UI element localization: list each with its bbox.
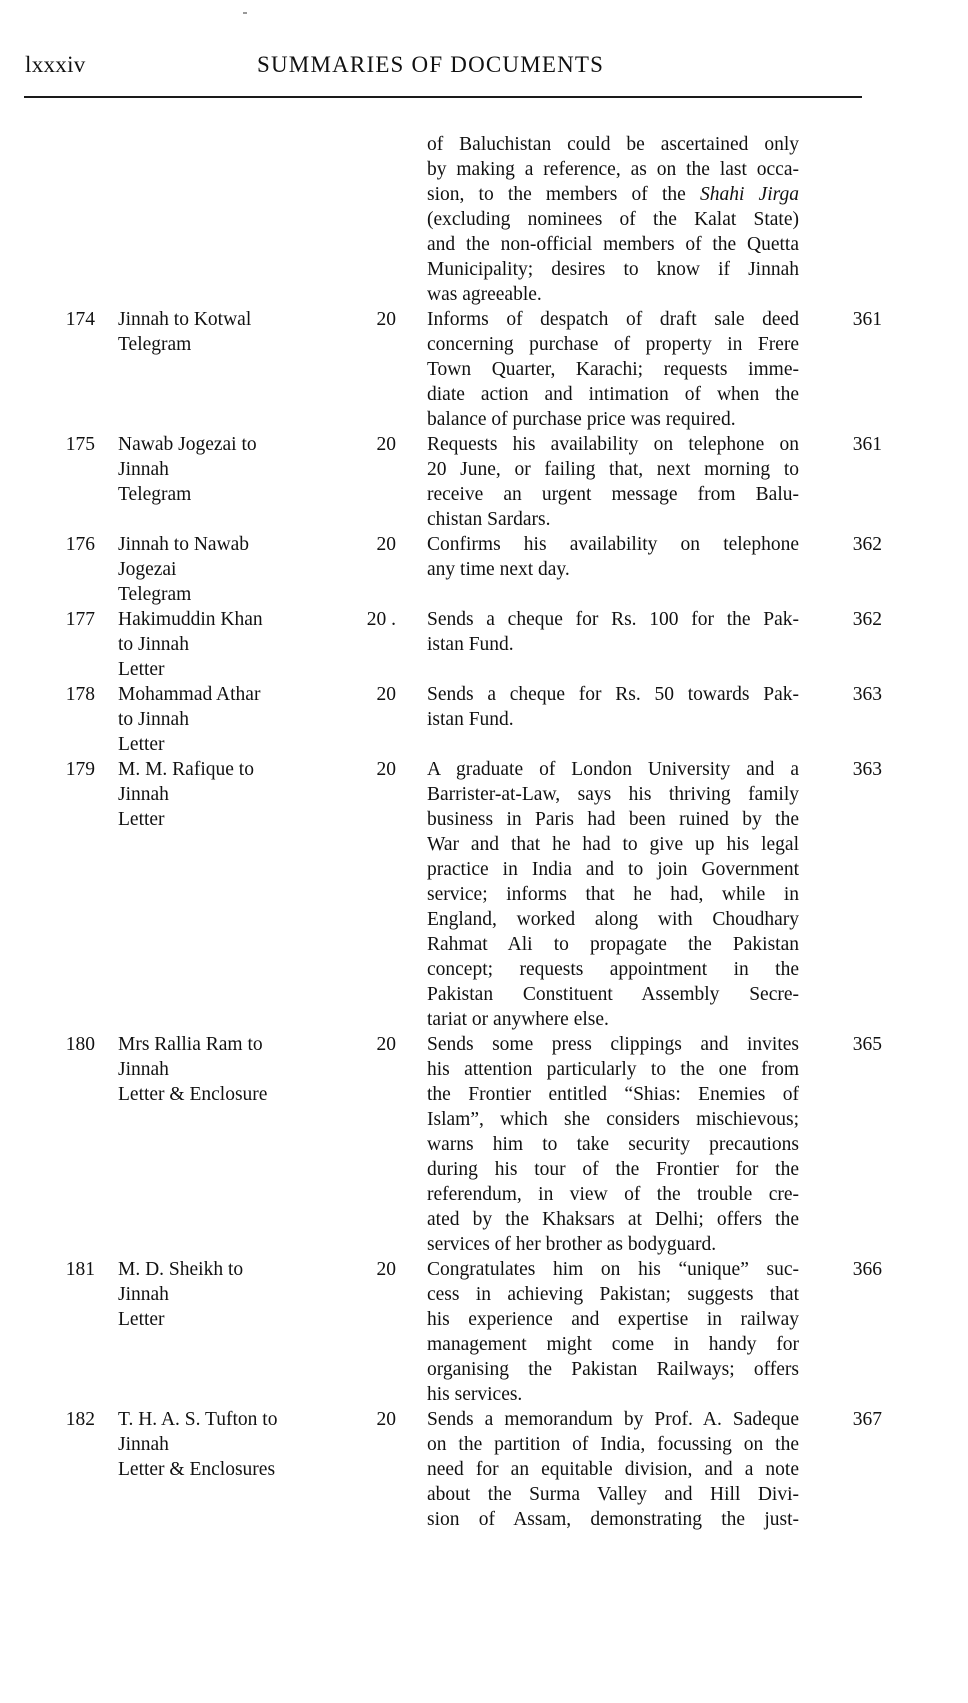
correspondent-line: to Jinnah	[118, 709, 189, 730]
summary-line: about the Surma Valley and Hill Divi-	[427, 1484, 799, 1505]
summary-line: warns him to take security precautions	[427, 1134, 799, 1155]
summary-line: by making a reference, as on the last occa-	[427, 159, 799, 180]
correspondent-line: T. H. A. S. Tufton to	[118, 1409, 278, 1430]
summary-line: Rahmat Ali to propagate the Pakistan	[427, 934, 799, 955]
entry-number: 174	[65, 309, 95, 330]
summary-line: diate action and intimation of when the	[427, 384, 799, 405]
summary-line: Informs of despatch of draft sale deed	[427, 309, 799, 330]
header-rule	[24, 96, 862, 98]
entry-number: 177	[65, 609, 95, 630]
entry-page-number: 362	[852, 609, 882, 630]
document-type: Letter	[118, 734, 165, 755]
entry-correspondents	[95, 757, 350, 1032]
entry-correspondents	[95, 1032, 350, 1257]
entry-correspondents	[95, 682, 350, 757]
page-folio: lxxxiv	[25, 52, 86, 77]
summary-line: business in Paris had been ruined by the	[427, 809, 799, 830]
entry-summary	[427, 307, 799, 432]
document-entry	[0, 757, 968, 1032]
entry-correspondents	[95, 432, 350, 532]
entry-summary	[427, 532, 799, 607]
summary-line: Sends a cheque for Rs. 100 for the Pak-	[427, 609, 799, 630]
entry-number: 180	[65, 1034, 95, 1055]
summary-line: need for an equitable division, and a note	[427, 1459, 799, 1480]
summary-line: Sends a memorandum by Prof. A. Sadeque	[427, 1409, 799, 1430]
summary-line: Barrister-at-Law, says his thriving family	[427, 784, 799, 805]
correspondent-line: Jinnah to Kotwal	[118, 309, 252, 330]
summary-line: istan Fund.	[427, 634, 514, 655]
summary-line: Town Quarter, Karachi; requests imme-	[427, 359, 799, 380]
summaries-table	[0, 132, 968, 1532]
document-entry	[0, 1032, 968, 1257]
correspondent-line: Jogezai	[118, 559, 177, 580]
summary-line: (excluding nominees of the Kalat State)	[427, 209, 799, 230]
summary-line: organising the Pakistan Railways; offers	[427, 1359, 799, 1380]
document-entry	[0, 607, 968, 682]
entry-date: 20 .	[366, 609, 396, 630]
correspondent-line: Mrs Rallia Ram to	[118, 1034, 263, 1055]
entry-correspondents	[95, 307, 350, 432]
correspondent-line: M. M. Rafique to	[118, 759, 254, 780]
summary-line: England, worked along with Choudhary	[427, 909, 799, 930]
entry-page-number: 363	[852, 759, 882, 780]
summary-line: istan Fund.	[427, 709, 514, 730]
entry-date: 20	[376, 1259, 396, 1280]
entry-page-number: 365	[852, 1034, 882, 1055]
entry-date: 20	[376, 759, 396, 780]
entry-correspondents	[95, 1407, 350, 1532]
summary-line: Sends a cheque for Rs. 50 towards Pak-	[427, 684, 799, 705]
document-entry	[0, 682, 968, 757]
entry-page-number: 367	[852, 1409, 882, 1430]
summary-line: concept; requests appointment in the	[427, 959, 799, 980]
entry-date: 20	[376, 1034, 396, 1055]
summary-line: tariat or anywhere else.	[427, 1009, 609, 1030]
correspondent-line: Jinnah	[118, 459, 169, 480]
document-type: Letter	[118, 1309, 165, 1330]
entry-summary	[427, 757, 799, 1032]
document-type: Letter	[118, 809, 165, 830]
entry-date: 20	[376, 684, 396, 705]
document-entry	[0, 1407, 968, 1532]
entry-date: 20	[376, 309, 396, 330]
summary-line: of Baluchistan could be ascertained only	[427, 134, 799, 155]
entry-summary	[427, 1257, 799, 1407]
document-entry	[0, 1257, 968, 1407]
document-type: Letter	[118, 659, 165, 680]
correspondent-line: Jinnah	[118, 1434, 169, 1455]
summary-line: sion, to the members of the Shahi Jirga	[427, 184, 799, 205]
entry-correspondents	[95, 607, 350, 682]
document-type: Telegram	[118, 484, 192, 505]
summary-line: referendum, in view of the trouble cre-	[427, 1184, 799, 1205]
summary-line: Congratulates him on his “unique” suc-	[427, 1259, 799, 1280]
summary-line: his services.	[427, 1384, 523, 1405]
entry-page-number: 362	[852, 534, 882, 555]
summary-line: services of her brother as bodyguard.	[427, 1234, 717, 1255]
entry-number: 181	[65, 1259, 95, 1280]
summary-line: Sends some press clippings and invites	[427, 1034, 799, 1055]
summary-line: on the partition of India, focussing on the	[427, 1434, 799, 1455]
summary-line: cess in achieving Pakistan; suggests that	[427, 1284, 799, 1305]
summary-line: Requests his availability on telephone on	[427, 434, 799, 455]
entry-summary	[427, 432, 799, 532]
summary-line: his attention particularly to the one from	[427, 1059, 799, 1080]
summary-line: A graduate of London University and a	[427, 759, 799, 780]
summary-line: concerning purchase of property in Frere	[427, 334, 799, 355]
entry-number: 178	[65, 684, 95, 705]
entry-number: 176	[65, 534, 95, 555]
entry-summary	[427, 607, 799, 682]
correspondent-line: Jinnah to Nawab	[118, 534, 250, 555]
summary-line: his experience and expertise in railway	[427, 1309, 799, 1330]
summary-line: balance of purchase price was required.	[427, 409, 736, 430]
document-entry	[0, 432, 968, 532]
correspondent-line: to Jinnah	[118, 634, 189, 655]
continuation-entry	[0, 132, 968, 307]
document-type: Letter & Enclosures	[118, 1459, 276, 1480]
correspondent-line: Jinnah	[118, 784, 169, 805]
summary-line: chistan Sardars.	[427, 509, 551, 530]
summary-line: practice in India and to join Government	[427, 859, 799, 880]
summary-line: Pakistan Constituent Assembly Secre-	[427, 984, 799, 1005]
summary-line: any time next day.	[427, 559, 570, 580]
entry-number: 179	[65, 759, 95, 780]
document-type: Telegram	[118, 334, 192, 355]
correspondent-line: Mohammad Athar	[118, 684, 261, 705]
summary-line: Confirms his availability on telephone	[427, 534, 799, 555]
document-entry	[0, 307, 968, 432]
entry-date: 20	[376, 534, 396, 555]
summary-line: Municipality; desires to know if Jinnah	[427, 259, 799, 280]
summary-line: service; informs that he had, while in	[427, 884, 799, 905]
entry-correspondents	[95, 1257, 350, 1407]
summary-line: was agreeable.	[427, 284, 542, 305]
correspondent-line: Jinnah	[118, 1284, 169, 1305]
entry-number: 175	[65, 434, 95, 455]
document-type: Telegram	[118, 584, 192, 605]
entry-summary	[427, 1032, 799, 1257]
summary-line: management might come in handy for	[427, 1334, 799, 1355]
summary-line: Islam”, which she considers mischievous;	[427, 1109, 799, 1130]
correspondent-line: Nawab Jogezai to	[118, 434, 257, 455]
entry-number: 182	[65, 1409, 95, 1430]
entry-page-number: 366	[852, 1259, 882, 1280]
document-entry	[0, 532, 968, 607]
running-title: SUMMARIES OF DOCUMENTS	[257, 52, 605, 77]
summary-line: during his tour of the Frontier for the	[427, 1159, 799, 1180]
correspondent-line: M. D. Sheikh to	[118, 1259, 244, 1280]
entry-page-number: 361	[852, 434, 882, 455]
summary-line: 20 June, or failing that, next morning to	[427, 459, 799, 480]
summary-line: sion of Assam, demonstrating the just-	[427, 1509, 799, 1530]
entry-date: 20	[376, 434, 396, 455]
entry-page-number: 361	[852, 309, 882, 330]
entry-summary	[427, 682, 799, 757]
entry-summary	[427, 1407, 799, 1532]
correspondent-line: Hakimuddin Khan	[118, 609, 263, 630]
correspondent-line: Jinnah	[118, 1059, 169, 1080]
summary-line: ated by the Khaksars at Delhi; offers the	[427, 1209, 799, 1230]
summary-line: and the non-official members of the Quetta	[427, 234, 799, 255]
entry-correspondents	[95, 532, 350, 607]
page-header	[25, 52, 862, 92]
document-type: Letter & Enclosure	[118, 1084, 268, 1105]
entry-page-number: 363	[852, 684, 882, 705]
continuation-summary	[427, 132, 799, 307]
italic-term: Shahi Jirga	[699, 184, 799, 205]
scan-speck	[243, 12, 247, 14]
summary-line: War and that he had to give up his legal	[427, 834, 799, 855]
summary-line: the Frontier entitled “Shias: Enemies of	[427, 1084, 799, 1105]
summary-line: receive an urgent message from Balu-	[427, 484, 799, 505]
entry-date: 20	[376, 1409, 396, 1430]
